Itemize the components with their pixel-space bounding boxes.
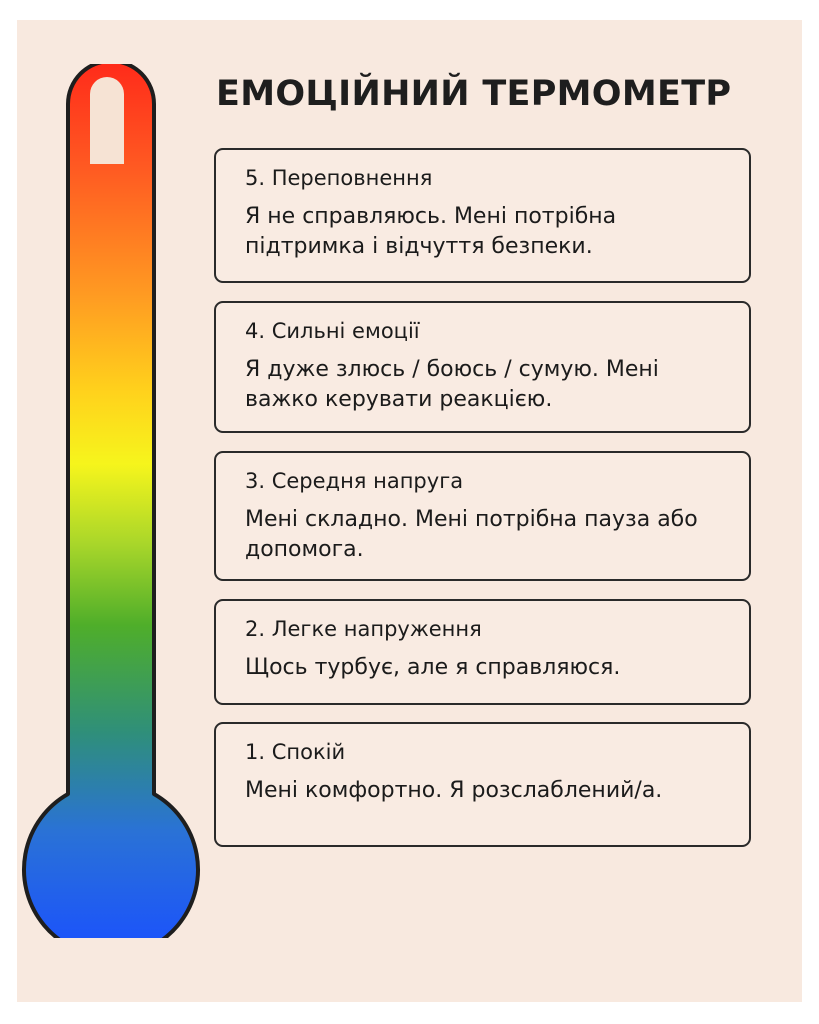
level-description: Щось турбує, але я справляюся. (245, 655, 621, 680)
level-description: Я дуже злюсь / боюсь / сумую. Мені важко керувати реакцією. (245, 357, 659, 412)
level-card-1 (214, 722, 751, 847)
level-description: Мені складно. Мені потрібна пауза або допомога. (245, 507, 698, 562)
level-card-4 (214, 301, 751, 433)
level-card-2 (214, 599, 751, 705)
level-card-3 (214, 451, 751, 581)
level-card-5 (214, 148, 751, 283)
thermometer-body (24, 64, 198, 938)
page-title: ЕМОЦІЙНИЙ ТЕРМОМЕТР (216, 74, 732, 114)
level-description: Я не справляюсь. Мені потрібна підтримка і відчуття безпеки. (245, 204, 617, 259)
level-title: 2. Легке напруження (245, 617, 482, 641)
thermometer-icon (20, 64, 202, 938)
level-title: 5. Переповнення (245, 166, 433, 190)
thermometer-highlight (90, 77, 124, 164)
level-title: 1. Спокій (245, 740, 346, 764)
level-title: 3. Середня напруга (245, 469, 464, 493)
level-description: Мені комфортно. Я розслаблений/а. (245, 778, 663, 803)
level-title: 4. Сильні емоції (245, 319, 420, 343)
